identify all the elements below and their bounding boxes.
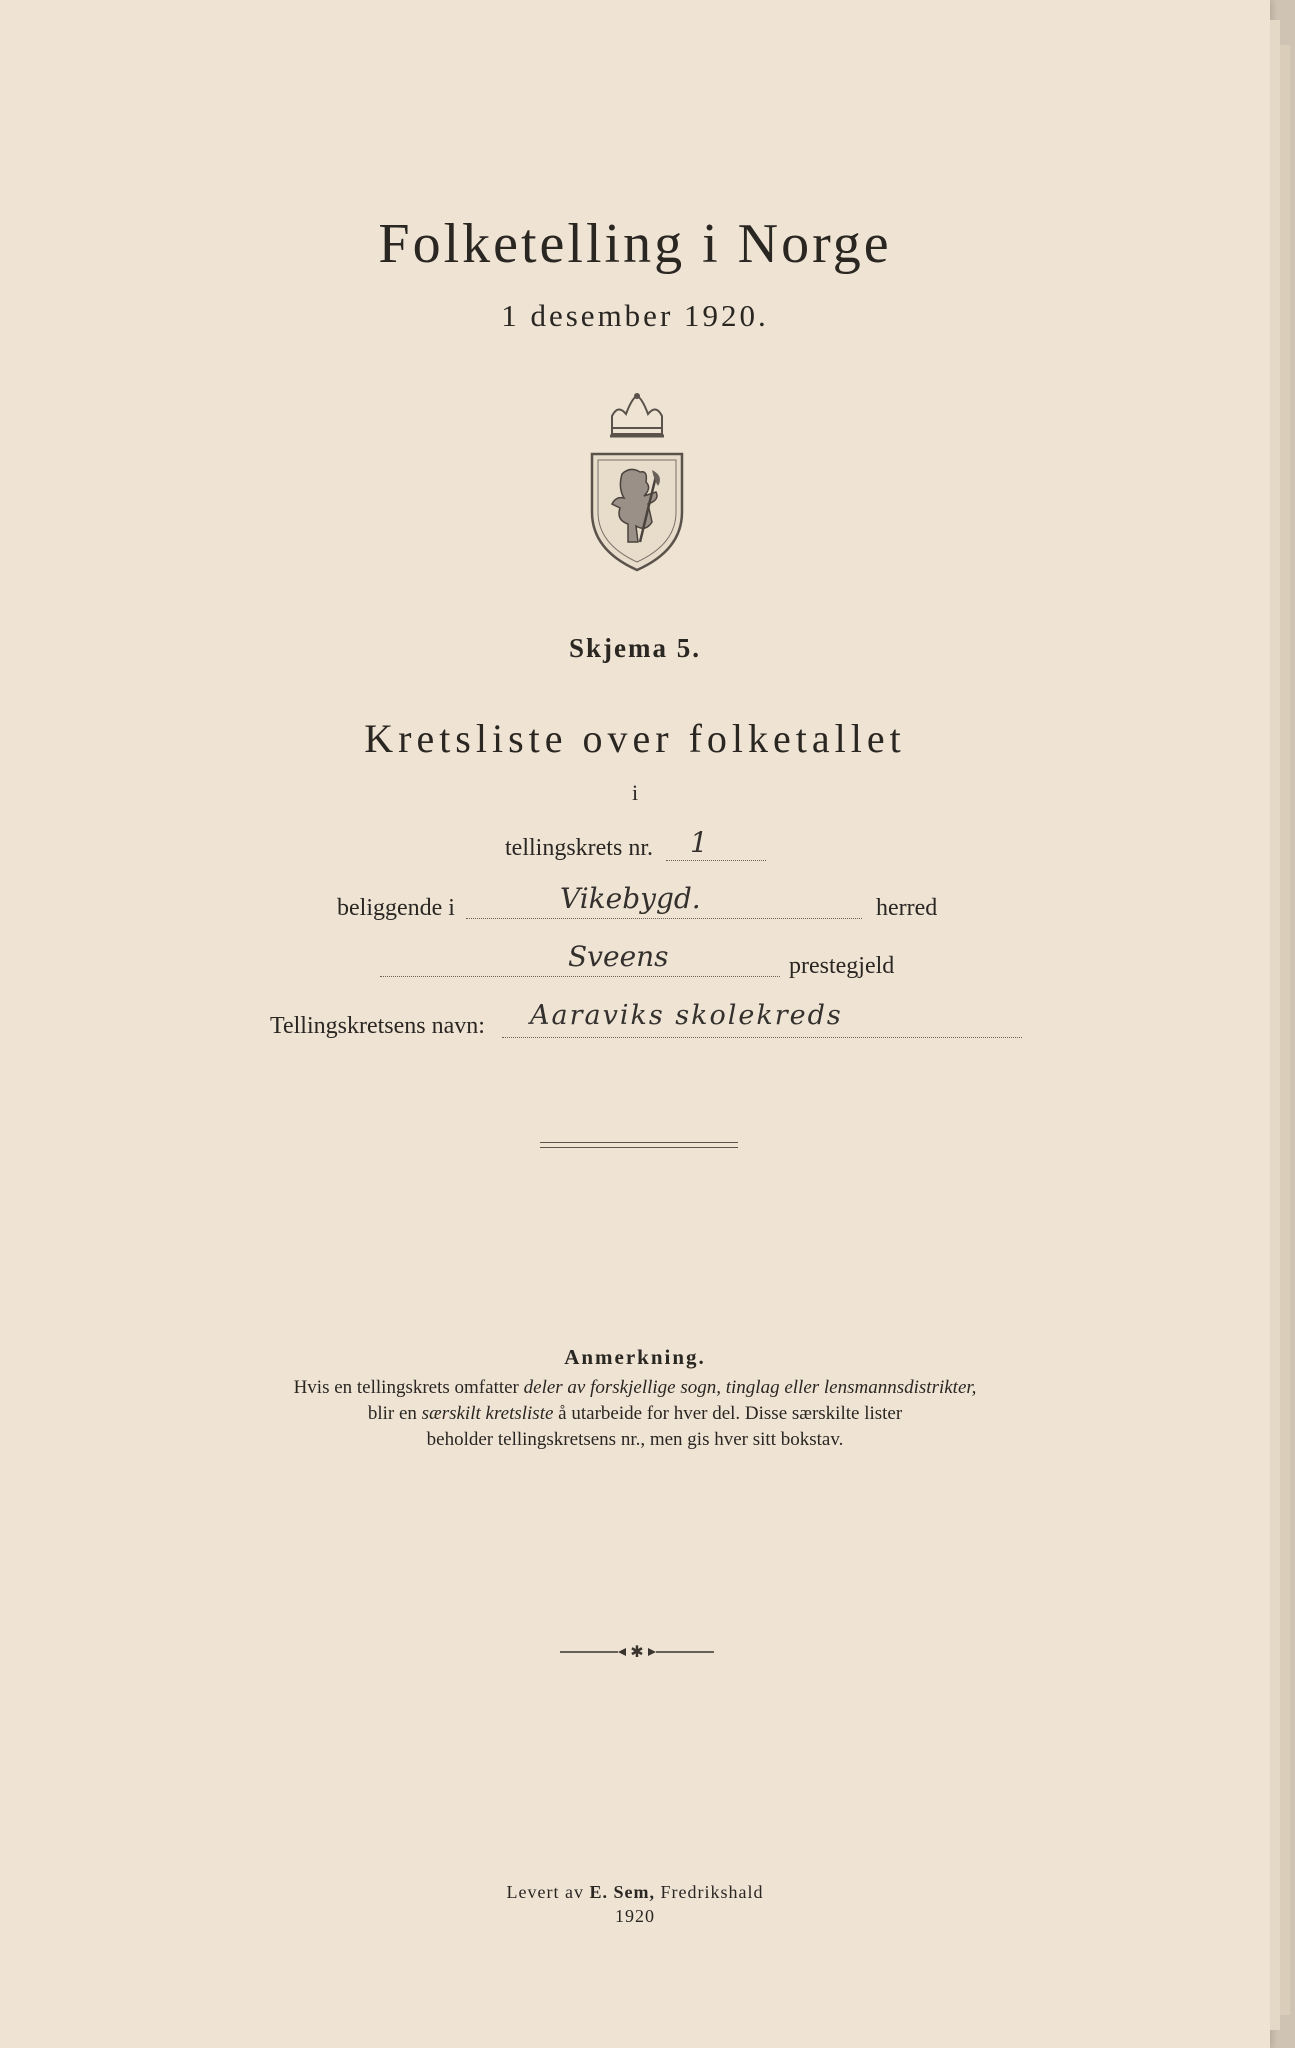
located-in-line bbox=[466, 918, 862, 919]
printer-credit: Levert av E. Sem, Fredrikshald bbox=[506, 1882, 764, 1902]
district-number-line bbox=[666, 860, 766, 861]
census-date: 1 desember 1920. bbox=[501, 298, 769, 333]
district-name-label: Tellingskretsens navn: bbox=[270, 1013, 485, 1039]
note-heading: Anmerkning. bbox=[564, 1345, 706, 1369]
norwegian-coat-of-arms-icon bbox=[582, 392, 692, 572]
parish-value: Sveens bbox=[568, 940, 669, 973]
page-edge bbox=[1270, 20, 1280, 2030]
note-line-3: beholder tellingskretsens nr., men gis hver sitt bokstav. bbox=[426, 1429, 844, 1450]
form-subtitle: Kretsliste over folketallet bbox=[364, 716, 906, 761]
page-title: Folketelling i Norge bbox=[378, 213, 892, 275]
district-number-label: tellingskrets nr. bbox=[505, 835, 653, 861]
parish-label: prestegjeld bbox=[789, 953, 895, 979]
ornament-divider-icon bbox=[560, 1644, 714, 1660]
located-in-value: Vikebygd. bbox=[560, 882, 701, 915]
parish-line bbox=[380, 976, 780, 977]
district-name-line bbox=[502, 1037, 1022, 1038]
note-line-1: Hvis en tellingskrets omfatter deler av forskjellige sogn, tinglag eller lensmannsdistrikter, bbox=[293, 1377, 977, 1398]
note-text bbox=[0, 1375, 1270, 1453]
note-line-2: blir en særskilt kretsliste å utarbeide for hver del. Disse særskilte lister bbox=[367, 1403, 903, 1424]
svg-text:✱: ✱ bbox=[630, 1644, 644, 1660]
herred-label: herred bbox=[876, 895, 938, 921]
district-number-value: 1 bbox=[690, 826, 708, 859]
divider-rule-bottom bbox=[540, 1147, 738, 1148]
located-in-label: beliggende i bbox=[337, 895, 455, 921]
district-name-value: Aaraviks skolekreds bbox=[530, 1000, 843, 1031]
page-edge-back bbox=[1280, 45, 1290, 2015]
preposition: i bbox=[631, 780, 639, 805]
divider-rule-top bbox=[540, 1142, 738, 1143]
schema-number: Skjema 5. bbox=[569, 633, 701, 663]
print-year: 1920 bbox=[615, 1906, 655, 1926]
